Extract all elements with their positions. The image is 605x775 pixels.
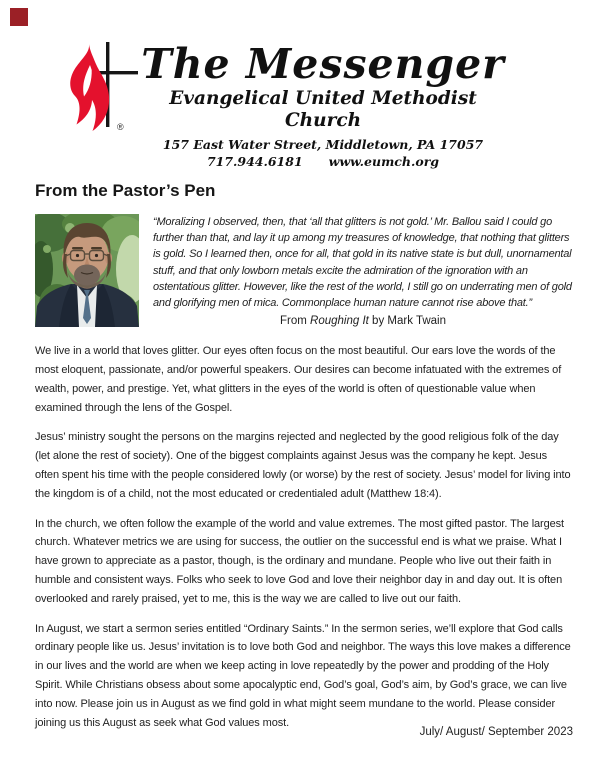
pastor-photo [35,214,139,327]
attribution-suffix: by Mark Twain [368,315,446,328]
masthead [128,42,518,169]
mark-twain-quote: “Moralizing I observed, then, that ‘all that glitters is not gold.’ Mr. Ballou said I could go further than that, and lay it up among my treasures of knowledge, that nothing that glitters is gold. So I learned then, once for all, that gold in its native state is but dull, unornamental stuff, and that only lowborn metals excite the admiration of the ignoration with an ostentatious glitter. However, like the rest of the world, I still go on underrating men of gold and glorifying men of mica. Commonplace human nature cannot rise above that.” [153,216,572,310]
church-name: Evangelical United Methodist Church [169,88,477,131]
pastors-pen-article [35,181,573,743]
quote-attribution [153,314,573,329]
contact-line [128,154,518,169]
article-paragraph: In the church, we often follow the example of the world and value extremes. The most gifted pastor. The largest church. Whatever metrics we are using for success, the outlier on the successful end is what we praise. What I have grown to appreciate as a pastor, though, is the ordinary and mundane. People who live out their faith in humble and consistent ways. Folks who seek to love God and love their neighbor day in and day out. It is often overlooked and rarely praised, yet to me, this is the way we are called to live out our faith. [35,517,565,605]
attribution-book-title: Roughing It [310,315,369,328]
quote-column [153,214,573,329]
corner-decoration [10,8,28,26]
article-paragraph: In August, we start a sermon series entitled “Ordinary Saints.” In the sermon series, we’ll explore that God calls ordinary people like us. Jesus’ invitation is to love both God and neighbor. The ways this love makes a difference in our lives and the world are when we keep acting in love repeatedly by the power and prodding of the Holy Spirit. While Christians obsess about some apocalyptic end, God’s goal, God’s aim, by God’s grace, we can live into now. Please join us in August as we find gold in what might seem mundane to the world. Please consider joining us this August as seek what God values most. [35,622,571,729]
phone-number: 717.944.6181 [206,154,303,169]
article-paragraph: Jesus’ ministry sought the persons on the margins rejected and neglected by the good religious folk of the day (let alone the rest of society). One of the biggest complaints against Jesus was the company he kept. Jesus often spent his time with the people considered lowly (or worse) by the rest of society. Jesus’ model for living into the kingdom is of a child, not the most educated or credentialed adult (Matthew 18:4). [35,431,571,500]
article-paragraph: We live in a world that loves glitter. Our eyes often focus on the most beautiful. Our ears love the words of the most eloquent, passionate, and/or powerful speakers. Our desires can become infatuated with the extremes of wealth, power, and prestige. Yet, what glitters in the eyes of the world is often of questionable value when examined through the lens of the Gospel. [35,345,562,414]
registered-trademark-symbol: ® [117,122,124,132]
quote-section [35,214,573,329]
church-address: 157 East Water Street, Middletown, PA 17057 [162,137,484,152]
website-url: www.eumch.org [328,154,440,169]
pastor-portrait-image [35,214,139,327]
issue-date: July/ August/ September 2023 [419,726,573,738]
newsletter-title: The Messenger [141,40,505,88]
article-heading: From the Pastor’s Pen [35,181,216,200]
attribution-prefix: From [280,315,311,328]
article-body [35,342,573,732]
